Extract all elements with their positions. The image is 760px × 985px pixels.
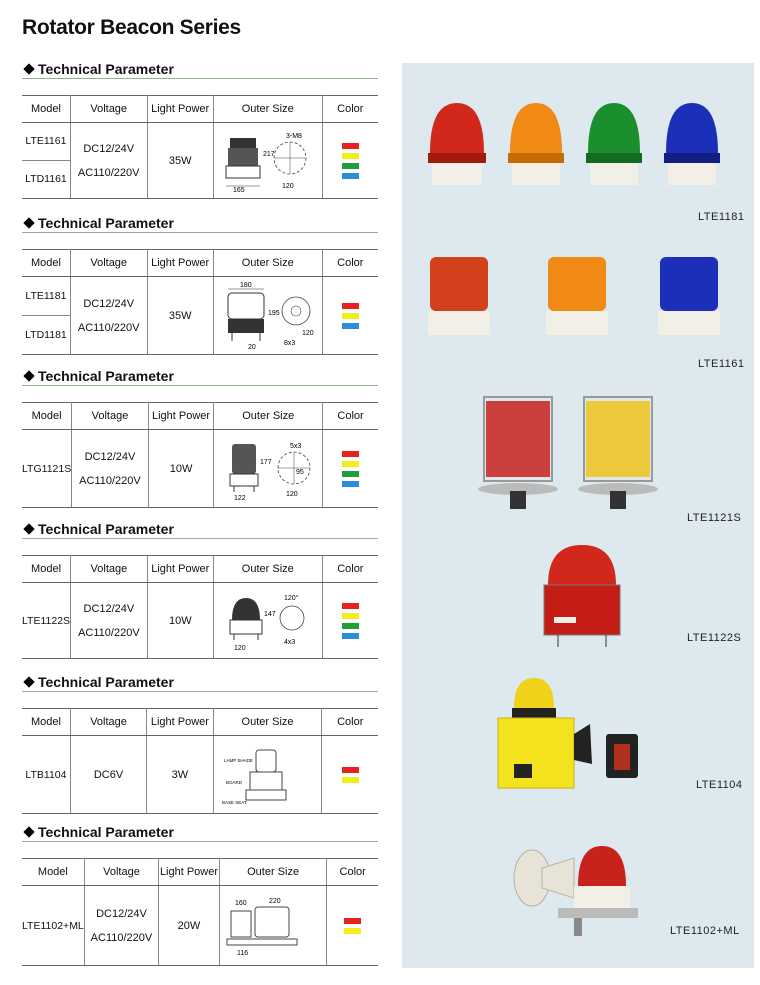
product-label: LTE1104 xyxy=(696,779,743,791)
voltage-cell: DC12/24V AC110/220V xyxy=(70,123,147,199)
color-swatch xyxy=(342,623,359,629)
model-cell: LTG1121S xyxy=(22,430,72,508)
spec-table: Model Voltage Light Power Outer Size Color LTE1122S DC12/24V AC110/220V 10W 147 120° 120 4x3 xyxy=(22,555,378,659)
color-swatch xyxy=(344,928,361,934)
beacon-caged-dome-red xyxy=(544,545,620,647)
tech-section-2 xyxy=(22,214,378,355)
portable-beacon-yellow xyxy=(498,678,592,788)
diamond-bullet-icon xyxy=(23,217,34,228)
beacon-green xyxy=(586,103,642,185)
svg-text:95: 95 xyxy=(296,468,305,476)
product-label: LTE1121S xyxy=(687,512,742,524)
voltage-cell: DC12/24V AC110/220V xyxy=(71,583,148,659)
svg-text:20: 20 xyxy=(247,343,256,351)
color-swatch xyxy=(344,918,361,924)
svg-text:147: 147 xyxy=(263,610,276,618)
svg-text:120: 120 xyxy=(301,329,314,337)
col-voltage: Voltage xyxy=(70,96,147,123)
color-cell xyxy=(323,430,378,508)
col-color: Color xyxy=(322,96,378,123)
product-label: LTE1102+ML xyxy=(670,925,740,937)
power-cell: 10W xyxy=(147,583,213,659)
svg-text:BOARD: BOARD xyxy=(225,779,242,785)
power-cell: 35W xyxy=(147,123,213,199)
color-swatch xyxy=(342,323,359,329)
color-swatch xyxy=(342,603,359,609)
color-cell xyxy=(322,583,378,659)
section-heading: Technical Parameter xyxy=(22,214,378,233)
beacon-orange-square xyxy=(546,257,608,335)
color-swatch xyxy=(342,461,359,467)
svg-text:180: 180 xyxy=(239,281,252,289)
power-cell: 20W xyxy=(159,886,220,966)
beacon-red xyxy=(428,103,486,185)
svg-text:160: 160 xyxy=(235,899,247,907)
outer-size-drawing xyxy=(213,583,322,659)
product-label: LTE1181 xyxy=(698,211,745,223)
color-swatch xyxy=(342,471,359,477)
outer-size-drawing xyxy=(214,430,323,508)
color-swatch xyxy=(342,777,359,783)
col-model: Model xyxy=(22,96,70,123)
svg-text:8x3: 8x3 xyxy=(283,339,295,347)
spec-table: Model Voltage Light Power Outer Size Color LTG1121S DC12/24V AC110/220V 10W 177 5x3 95 122 120 xyxy=(22,402,378,508)
svg-text:4x3: 4x3 xyxy=(283,638,296,646)
color-swatch xyxy=(342,163,359,169)
section-heading: Technical Parameter xyxy=(22,673,378,692)
beacon-group-3 xyxy=(402,391,754,521)
section-heading: Technical Parameter xyxy=(22,60,378,79)
beacon-group-4 xyxy=(402,535,754,665)
svg-text:122: 122 xyxy=(234,494,246,502)
spec-table xyxy=(22,95,378,199)
beacon-blue xyxy=(664,103,720,185)
model-cell: LTE1181 LTD1181 xyxy=(22,277,70,355)
section-heading: Technical Parameter xyxy=(22,367,378,386)
svg-text:217: 217 xyxy=(262,150,275,158)
color-swatch xyxy=(342,613,359,619)
product-label: LTE1161 xyxy=(698,358,745,370)
tech-section-5 xyxy=(22,673,378,814)
color-cell xyxy=(322,736,378,814)
svg-text:120°: 120° xyxy=(283,594,299,602)
svg-text:5x3: 5x3 xyxy=(290,442,302,450)
color-swatch xyxy=(342,767,359,773)
outer-size-drawing xyxy=(213,736,322,814)
tech-section-6 xyxy=(22,823,378,966)
model-cell: LTE1161 LTD1161 xyxy=(22,123,70,199)
battery-pack-black xyxy=(606,734,638,778)
siren-horn xyxy=(514,850,574,906)
power-cell: 35W xyxy=(147,277,213,355)
svg-text:116: 116 xyxy=(237,949,249,957)
outer-size-drawing xyxy=(219,886,327,966)
diamond-bullet-icon xyxy=(23,523,34,534)
color-cell xyxy=(327,886,378,966)
spec-table: Model Voltage Light Power Outer Size Color LTE1102+ML DC12/24V AC110/220V 20W 160 220 116 xyxy=(22,858,378,966)
svg-text:LAMP SHADE: LAMP SHADE xyxy=(223,757,253,763)
beacon-caged-red xyxy=(478,397,558,509)
outer-size-drawing xyxy=(213,277,322,355)
diamond-bullet-icon xyxy=(23,63,34,74)
col-size: Outer Size xyxy=(213,96,322,123)
model-cell: LTE1102+ML xyxy=(22,886,84,966)
svg-text:BASE SEAT: BASE SEAT xyxy=(221,799,247,805)
section-heading: Technical Parameter xyxy=(22,520,378,539)
col-power: Light Power xyxy=(147,96,213,123)
product-label: LTE1122S xyxy=(687,632,742,644)
voltage-cell: DC12/24V AC110/220V xyxy=(72,430,148,508)
beacon-blue-square xyxy=(658,257,720,335)
color-swatch xyxy=(342,153,359,159)
power-cell: 10W xyxy=(148,430,214,508)
svg-text:120: 120 xyxy=(233,644,246,652)
spec-table: Model Voltage Light Power Outer Size Color LTB1104 DC6V 3W LAMP SHADE BOARD BASE SEAT xyxy=(22,708,378,814)
outer-size-drawing xyxy=(213,123,322,199)
color-swatch xyxy=(342,633,359,639)
svg-text:195: 195 xyxy=(267,309,280,317)
color-swatch xyxy=(342,481,359,487)
color-cell xyxy=(322,123,378,199)
color-cell xyxy=(322,277,378,355)
tech-section-1 xyxy=(22,60,378,199)
voltage-cell: DC6V xyxy=(70,736,146,814)
svg-text:120: 120 xyxy=(281,182,294,190)
model-cell: LTB1104 xyxy=(22,736,70,814)
svg-text:220: 220 xyxy=(269,897,281,905)
power-cell: 3W xyxy=(147,736,213,814)
voltage-cell: DC12/24V AC110/220V xyxy=(84,886,158,966)
beacon-caged-yellow xyxy=(578,397,658,509)
color-swatch xyxy=(342,173,359,179)
beacon-orange xyxy=(508,103,564,185)
model-cell: LTE1122S xyxy=(22,583,71,659)
tech-section-4 xyxy=(22,520,378,659)
svg-text:3-M8: 3-M8 xyxy=(285,132,302,140)
tech-section-3 xyxy=(22,367,378,508)
diamond-bullet-icon xyxy=(23,826,34,837)
diamond-bullet-icon xyxy=(23,370,34,381)
color-swatch xyxy=(342,303,359,309)
beacon-red-square xyxy=(428,257,490,335)
color-swatch xyxy=(342,451,359,457)
product-photo-panel xyxy=(402,63,754,968)
diamond-bullet-icon xyxy=(23,676,34,687)
svg-text:120: 120 xyxy=(286,490,298,498)
spec-table: Model Voltage Light Power Outer Size Color LTE1181 LTD1181 DC12/24V AC110/220V 35W 180 195 120 20 8x3 xyxy=(22,249,378,355)
section-heading: Technical Parameter xyxy=(22,823,378,842)
voltage-cell: DC12/24V AC110/220V xyxy=(70,277,147,355)
svg-text:165: 165 xyxy=(232,186,245,194)
page-title: Rotator Beacon Series xyxy=(22,16,241,39)
svg-text:177: 177 xyxy=(260,458,272,466)
beacon-group-2 xyxy=(402,253,754,353)
color-swatch xyxy=(342,313,359,319)
color-swatch xyxy=(342,143,359,149)
